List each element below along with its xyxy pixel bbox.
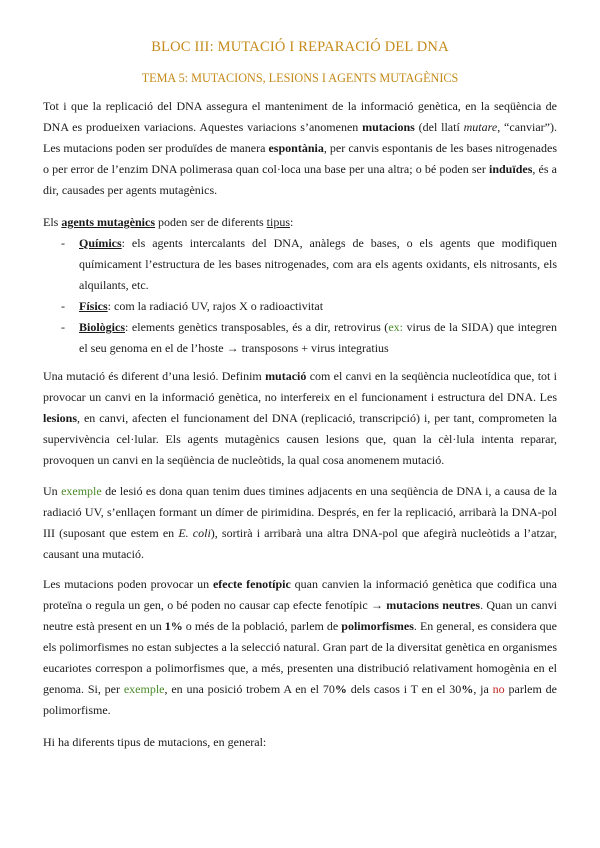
list-item-text: : els agents intercalants del DNA, anàlegs de bases, o els agents que modifiquen químicament l’estructura de les bases nitrogenades, com ara els agents oxidants, els nitrosants, els alquilants, etc.: [79, 236, 557, 292]
term-percent: 1%: [164, 619, 183, 633]
term-tipus: tipus: [266, 215, 290, 229]
list-dash: -: [61, 320, 65, 334]
percent-sign: %: [461, 682, 474, 696]
text: , ja: [473, 682, 493, 696]
text: dels casos i T en el 30: [346, 682, 462, 696]
list-item-text: virus de la SIDA) que integren el seu genoma en el de l’hoste → transposons + virus integratius: [79, 320, 557, 355]
percent-sign: %: [334, 682, 347, 696]
term-efecte-fenotipic: efecte fenotípic: [212, 577, 291, 591]
paragraph-exemple-lesio: [43, 481, 557, 565]
term-e-coli: E. coli: [178, 526, 211, 540]
text: com el canvi en la seqüència nucleotídica que, tot i provocar un canvi en la informació genètica, no interfereix en el funcionament i estructura del DNA. Les: [43, 369, 557, 404]
page-title: BLOC III: MUTACIÓ I REPARACIÓ DEL DNA: [151, 39, 449, 55]
paragraph-mutacio-lesio: [43, 366, 557, 471]
term-agents-mutagenics: agents mutagènics: [61, 215, 156, 229]
text: , “canviar”). Les mutacions poden ser produïdes de manera: [43, 120, 557, 155]
term-mutare: mutare: [463, 120, 498, 134]
list-item: [43, 296, 557, 317]
text: quan canvien la informació genètica que codifica una proteïna o regula un gen, o bé poden no causar cap efecte fenotípic →: [43, 577, 557, 612]
paragraph-efecte-fenotipic: [43, 574, 557, 721]
list-item-text: : com la radiació UV, rajos X o radioactivitat: [107, 299, 324, 313]
text: Un: [43, 484, 62, 498]
text: o més de la població, parlem de: [182, 619, 342, 633]
list-dash: -: [61, 299, 65, 313]
text: parlem de polimorfisme.: [43, 682, 557, 717]
negation-highlight: no: [492, 682, 505, 696]
paragraph-intro: [43, 96, 557, 201]
list-item-label: Físics: [79, 299, 108, 313]
text: (del llatí: [414, 120, 464, 134]
term-lesions: lesions: [43, 411, 78, 425]
page-subtitle: TEMA 5: MUTACIONS, LESIONS I AGENTS MUTAGÈNICS: [141, 71, 459, 85]
text: Tot i que la replicació del DNA assegura el manteniment de la informació genètica, en la seqüència de DNA es produeixen variacions. Aquestes variacions s’anomenen: [43, 99, 557, 134]
text: :: [290, 215, 294, 229]
example-marker: exemple: [61, 484, 102, 498]
text: ), sortirà i arribarà una altra DNA-pol que afegirà nucleòtids a l’atzar, causant una mutació.: [43, 526, 557, 561]
text: poden ser de diferents: [155, 215, 267, 229]
term-mutacions: mutacions: [362, 120, 415, 134]
text: , per canvis espontanis de les bases nitrogenades o per error de l’enzim DNA polimerasa quan col·loca una base per una altra; o bé poden ser: [43, 141, 557, 176]
example-marker: ex:: [388, 320, 403, 334]
term-espontania: espontània: [268, 141, 324, 155]
agents-list: [43, 233, 557, 359]
text: . Quan un canvi neutre està present en un: [43, 598, 557, 633]
term-mutacio: mutació: [265, 369, 307, 383]
term-polimorfismes: polimorfismes: [341, 619, 414, 633]
text: Una mutació és diferent d’una lesió. Definim: [43, 369, 266, 383]
list-dash: -: [61, 236, 65, 250]
list-item: [43, 233, 557, 296]
paragraph-agents: [43, 212, 557, 233]
example-marker: exemple: [123, 682, 165, 696]
text: , és a dir, causades per agents mutagènics.: [43, 162, 557, 197]
term-induides: induïdes: [489, 162, 533, 176]
text: de lesió es dona quan tenim dues timines adjacents en una seqüència de DNA i, a causa de la radiació UV, s’enllaçen formant un dímer de pirimidina. Després, en fer la replicació, arribarà la DNA-pol III (suposant que estem en: [43, 484, 557, 540]
list-item-label: Químics: [79, 236, 122, 250]
list-item-text: : elements genètics transposables, és a dir, retrovirus (: [125, 320, 389, 334]
text: Les mutacions poden provocar un: [43, 577, 213, 591]
list-item: [43, 317, 557, 359]
text: . En general, es considera que els polimorfismes no estan subjectes a la selecció natural. Gran part de la diversitat genètica en organismes eucariotes correspon a polimorfismes que, a més, presenten una distribució relativament homogènia en el genoma. Si, per: [43, 619, 557, 696]
list-item-label: Biològics: [79, 320, 126, 334]
text: , en canvi, afecten el funcionament del DNA (replicació, transcripció) i, per tant, comprometen la supervivència cel·lular. Els agents mutagènics causen lesions que, quan la cèl·lula intenta reparar, provoquen un canvi en la seqüència de nucleòtids, la qual cosa anomenem mutació.: [43, 411, 557, 467]
term-mutacions-neutres: mutacions neutres: [386, 598, 481, 612]
text: , en una posició trobem A en el 70: [164, 682, 335, 696]
text: Els: [43, 215, 62, 229]
paragraph-tipus-mutacions: Hi ha diferents tipus de mutacions, en general:: [43, 735, 267, 749]
